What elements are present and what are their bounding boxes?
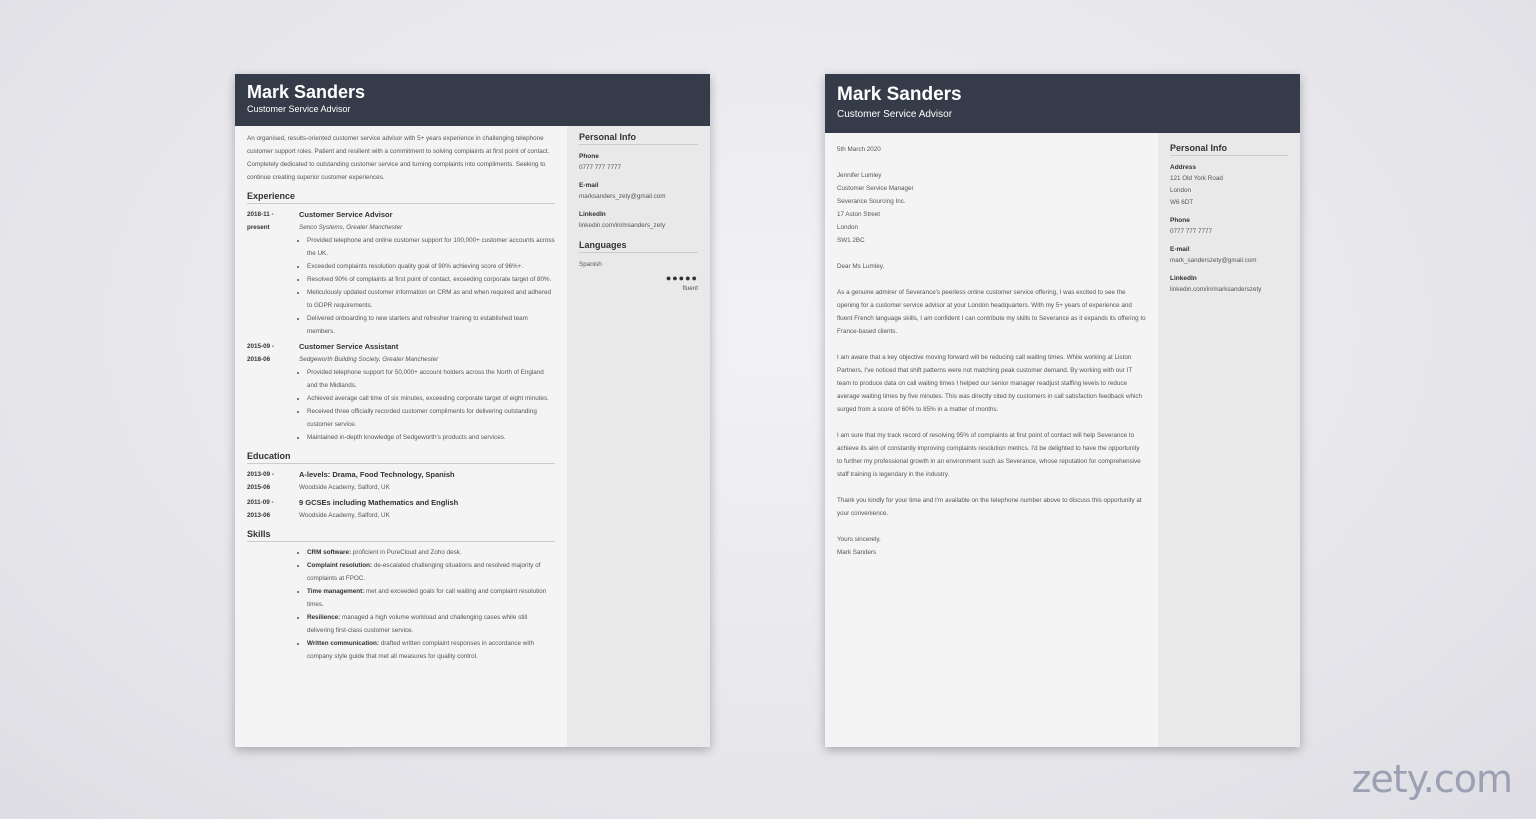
letter-date: 5th March 2020 bbox=[837, 146, 881, 153]
skill-name: CRM software: bbox=[307, 549, 352, 556]
skill-desc: managed a high volume workload and challenging cases while still delivering first-class customer service. bbox=[307, 614, 528, 634]
phone-label: Phone bbox=[1170, 217, 1190, 224]
date-end: 2018-06 bbox=[247, 356, 271, 363]
bullet: • Meticulously updated customer information on CRM as and when required and adhered to GDPR requirements. bbox=[307, 286, 555, 312]
recipient-line: 17 Aston Street bbox=[837, 211, 881, 218]
skill-name: Time management: bbox=[307, 588, 365, 595]
date-start: 2015-09 - bbox=[247, 343, 274, 350]
bullet: • Received three officially recorded customer compliments for delivering outstanding customer service. bbox=[307, 405, 555, 431]
linkedin-label: LinkedIn bbox=[1170, 275, 1197, 282]
recipient-line: Customer Service Manager bbox=[837, 185, 914, 192]
education-heading: Education bbox=[247, 451, 555, 464]
zety-logo: zety.com bbox=[1351, 757, 1512, 801]
email-value: marksanders_zety@gmail.com bbox=[579, 193, 666, 200]
skills-list bbox=[299, 546, 555, 663]
email-value: mark_sanderszety@gmail.com bbox=[1170, 257, 1257, 264]
language-level: fluent bbox=[682, 285, 698, 292]
skill-desc: drafted written complaint responses in accordance with company style guide that met all measures for quality control. bbox=[307, 640, 535, 660]
date-end: 2015-06 bbox=[247, 484, 271, 491]
skill-item bbox=[307, 637, 555, 663]
letter-title: Customer Service Advisor bbox=[837, 109, 953, 120]
experience-entry bbox=[247, 208, 555, 338]
email-label: E-mail bbox=[1170, 246, 1190, 253]
recipient-block bbox=[837, 169, 1146, 247]
bullet: • Achieved average call time of six minutes, exceeding corporate target of eight minutes. bbox=[307, 392, 555, 405]
experience-dates bbox=[247, 208, 299, 338]
date-start: 2013-09 - bbox=[247, 471, 274, 478]
experience-entry bbox=[247, 340, 555, 444]
date-end: 2013-06 bbox=[247, 512, 271, 519]
bullet: • Provided telephone and online customer support for 100,000+ customer accounts across the UK. bbox=[307, 234, 555, 260]
salutation: Dear Ms Lumley, bbox=[837, 263, 885, 270]
date-start: 2011-09 - bbox=[247, 499, 274, 506]
letter-main bbox=[825, 133, 1158, 559]
address-line: 121 Old York Road bbox=[1170, 175, 1223, 182]
letter-paragraph: I am sure that my track record of resolving 95% of complaints at first point of contact will help Severance to achieve its aim of constantly improving complaints resolution metrics. I'd be delighted to have the opportunity to further my professional growth in an environment such as Severance, whose reputation for comprehensive staff training is legendary in the industry. bbox=[837, 432, 1141, 478]
linkedin-value: linkedin.com/in/marksanderszety bbox=[1170, 286, 1262, 293]
personal-info-heading: Personal Info bbox=[579, 132, 698, 145]
address-value bbox=[1170, 173, 1288, 209]
recipient-line: Jennifer Lumley bbox=[837, 172, 882, 179]
address-label: Address bbox=[1170, 164, 1197, 171]
skill-desc: de-escalated challenging situations and resolved majority of complaints at FPOC. bbox=[307, 562, 541, 582]
experience-dates bbox=[247, 340, 299, 444]
linkedin-label: LinkedIn bbox=[579, 211, 606, 218]
skill-desc: proficient in PureCloud and Zoho desk. bbox=[351, 549, 462, 556]
education-entry bbox=[247, 496, 555, 522]
email-label: E-mail bbox=[579, 182, 599, 189]
address-line: W6 6DT bbox=[1170, 199, 1194, 206]
skills-heading: Skills bbox=[247, 529, 555, 542]
linkedin-value: linkedin.com/in/msanders_zety bbox=[579, 222, 666, 229]
recipient-line: SW1 2BC bbox=[837, 237, 865, 244]
skill-name: Complaint resolution: bbox=[307, 562, 373, 569]
skill-item bbox=[307, 585, 555, 611]
letter-paragraph: As a genuine admirer of Severance's peerless online customer service offering, I was excited to see the opening for a customer service advisor at your London headquarters. With my 5+ years of experience and fluent French language skills, I am confident I can contribute my skills to Severance as it expands its offering to France-based clients. bbox=[837, 289, 1146, 335]
phone-label: Phone bbox=[579, 153, 599, 160]
bullet: • Exceeded complaints resolution quality goal of 90% achieving score of 96%+. bbox=[307, 260, 555, 273]
personal-info-heading: Personal Info bbox=[1170, 143, 1288, 156]
bullet: • Provided telephone support for 50,000+ account holders across the North of England and the Midlands. bbox=[307, 366, 555, 392]
job-bullets bbox=[299, 366, 555, 444]
education-dates bbox=[247, 496, 299, 522]
phone-value: 0777 777 7777 bbox=[1170, 228, 1213, 235]
job-title: Customer Service Assistant bbox=[299, 342, 399, 351]
recipient-line: London bbox=[837, 224, 859, 231]
education-title: A-levels: Drama, Food Technology, Spanish bbox=[299, 470, 455, 479]
letter-sidebar bbox=[1158, 133, 1300, 747]
school: Woodside Academy, Salford, UK bbox=[299, 484, 390, 491]
education-dates bbox=[247, 468, 299, 494]
recipient-line: Severance Sourcing Inc. bbox=[837, 198, 906, 205]
skill-name: Written communication: bbox=[307, 640, 379, 647]
address-line: London bbox=[1170, 187, 1192, 194]
resume-main bbox=[235, 126, 567, 665]
job-bullets bbox=[299, 234, 555, 338]
education-title: 9 GCSEs including Mathematics and English bbox=[299, 498, 459, 507]
skill-item bbox=[307, 559, 555, 585]
resume-page bbox=[235, 74, 710, 747]
skill-item bbox=[307, 546, 555, 559]
resume-summary: An organised, results-oriented customer service advisor with 5+ years experience in challenging telephone customer support roles. Patient and resilient with a commitment to solving complaints at first point of contact. Completely dedicated to outstanding customer service and turning complaints into compliments. Seeking to continue creating superior customer experiences. bbox=[247, 135, 550, 181]
skill-desc: met and exceeded goals for call waiting and complaint resolution times. bbox=[307, 588, 547, 608]
language-level-dots: ●●●●● bbox=[665, 273, 698, 283]
resume-sidebar bbox=[567, 126, 710, 747]
bullet: • Resolved 90% of complaints at first point of contact, exceeding corporate target of 80%. bbox=[307, 273, 555, 286]
cover-letter-page bbox=[825, 74, 1300, 747]
closing: Yours sincerely, bbox=[837, 536, 881, 543]
resume-header bbox=[235, 74, 710, 126]
language-name: Spanish bbox=[579, 261, 602, 268]
skill-item bbox=[307, 611, 555, 637]
resume-title: Customer Service Advisor bbox=[247, 104, 351, 114]
company: Sedgeworth Building Society, Greater Manchester bbox=[299, 356, 439, 363]
skills-entry bbox=[247, 546, 555, 663]
letter-name: Mark Sanders bbox=[837, 84, 962, 105]
company: Senco Systems, Greater Manchester bbox=[299, 224, 403, 231]
phone-value: 0777 777 7777 bbox=[579, 164, 622, 171]
date-start: 2018-11 - bbox=[247, 211, 274, 218]
letter-paragraph: I am aware that a key objective moving forward will be reducing call waiting times. While working at Liston Partners, I've noticed that shift patterns were not matching peak customer demand. By working with our IT team to produce data on call waiting times I helped our senior manager readjust staffing levels to reduce average waiting times by five minutes. This was directly cited by customers in call satisfaction feedback which surged from a score of 60% to 85% in a matter of months. bbox=[837, 354, 1143, 413]
skill-name: Resilience: bbox=[307, 614, 341, 621]
letter-header bbox=[825, 74, 1300, 133]
date-end: present bbox=[247, 224, 270, 231]
signature: Mark Sanders bbox=[837, 549, 877, 556]
bullet: • Maintained in-depth knowledge of Sedgeworth's products and services. bbox=[307, 431, 555, 444]
school: Woodside Academy, Salford, UK bbox=[299, 512, 390, 519]
bullet: • Delivered onboarding to new starters and refresher training to established team members. bbox=[307, 312, 555, 338]
letter-paragraph: Thank you kindly for your time and I'm available on the telephone number above to discuss this opportunity at your convenience. bbox=[837, 497, 1142, 517]
languages-heading: Languages bbox=[579, 240, 698, 253]
education-entry bbox=[247, 468, 555, 494]
job-title: Customer Service Advisor bbox=[299, 210, 393, 219]
experience-heading: Experience bbox=[247, 191, 555, 204]
resume-name: Mark Sanders bbox=[247, 82, 366, 102]
